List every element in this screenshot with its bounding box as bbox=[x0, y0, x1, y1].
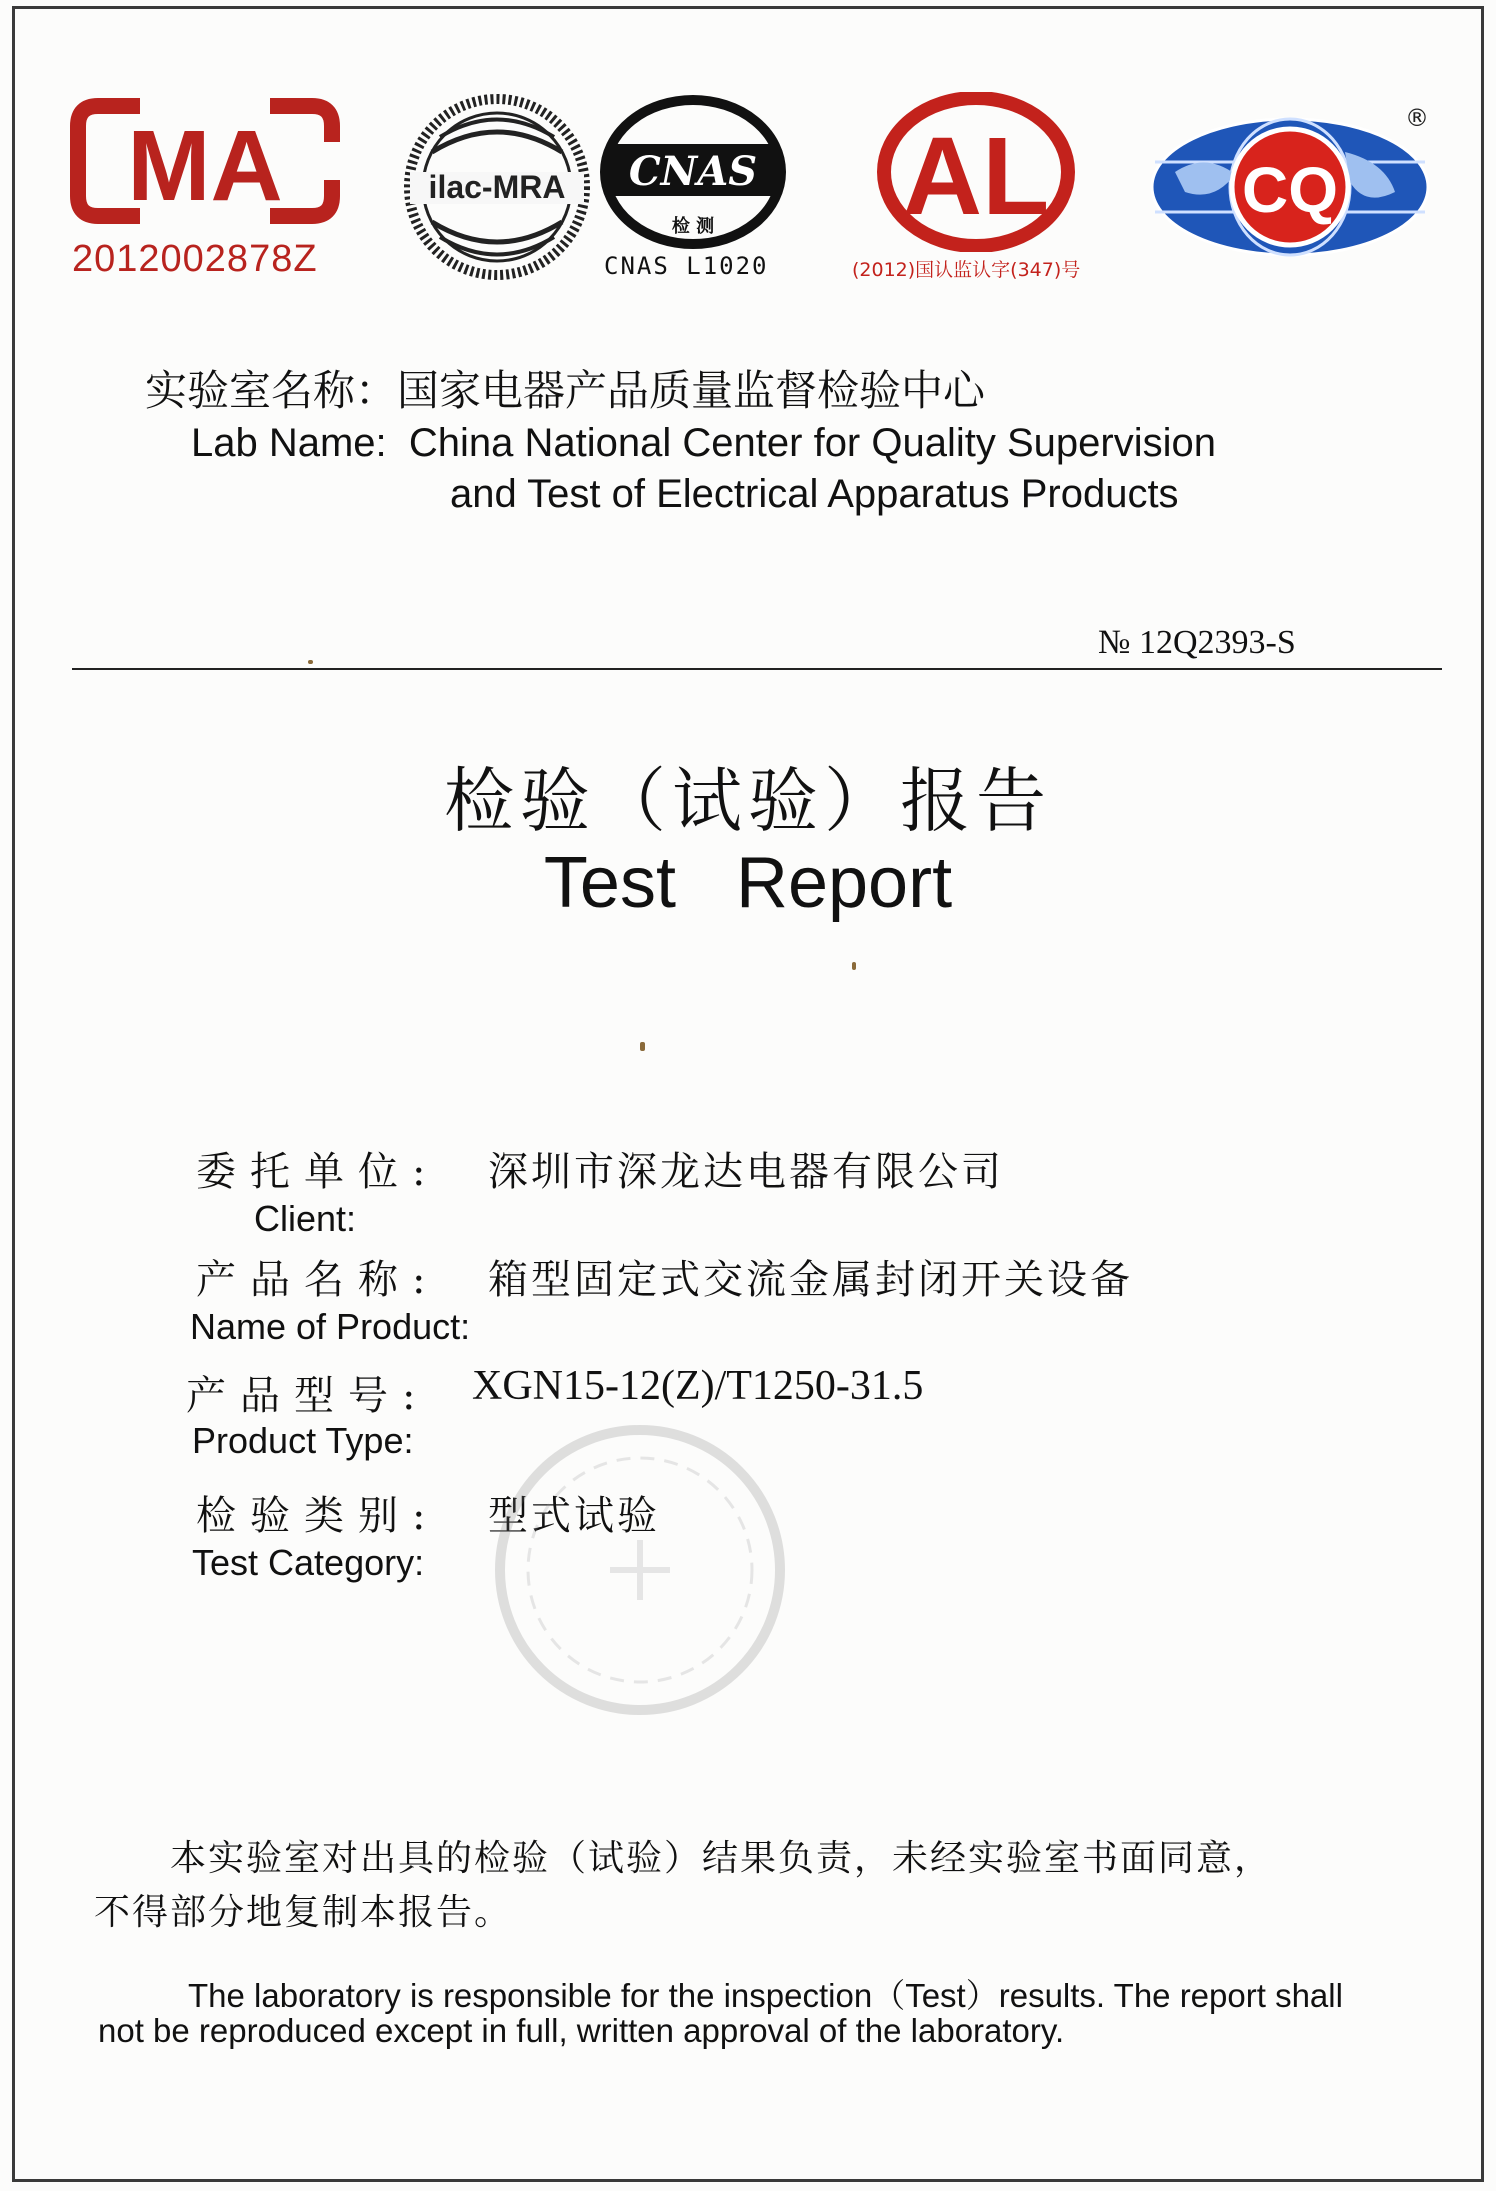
product-type-value: XGN15-12(Z)/T1250-31.5 bbox=[472, 1363, 924, 1409]
test-category-label-cn: 检验类别: bbox=[196, 1493, 440, 1539]
cnas-subtitle: 检 测 bbox=[671, 216, 715, 237]
product-type-label-en: Product Type: bbox=[192, 1420, 414, 1461]
client-label-cn: 委托单位: bbox=[196, 1149, 440, 1195]
client-value: 深圳市深龙达电器有限公司 bbox=[488, 1149, 1004, 1195]
cq-wordmark: CQ bbox=[1242, 154, 1338, 226]
lab-name-en-line2: and Test of Electrical Apparatus Products bbox=[450, 472, 1179, 516]
cnas-wordmark: CNAS bbox=[628, 148, 758, 195]
test-category-label-en: Test Category: bbox=[192, 1542, 425, 1583]
al-logo bbox=[876, 92, 1076, 252]
lab-name-cn bbox=[145, 358, 985, 418]
speck bbox=[308, 660, 313, 664]
cnas-logo bbox=[598, 92, 788, 252]
cq-globe-logo bbox=[1145, 112, 1435, 262]
ilac-mra-logo bbox=[402, 92, 592, 282]
test-category-value: 型式试验 bbox=[488, 1493, 660, 1539]
product-type-label-cn: 产品型号: bbox=[186, 1373, 430, 1419]
title-en: Test Report bbox=[543, 843, 953, 923]
al-wordmark: AL bbox=[902, 115, 1050, 238]
lab-label-cn: 实验室名称： bbox=[145, 366, 398, 415]
cma-number: 2012002878Z bbox=[72, 238, 318, 280]
notice-cn-line2: 不得部分地复制本报告。 bbox=[94, 1892, 513, 1933]
client-label-en: Client: bbox=[254, 1198, 357, 1239]
lab-name-en-line1 bbox=[191, 421, 1216, 466]
notice-en-line2: not be reproduced except in full, written approval of the laboratory. bbox=[98, 2012, 1065, 2049]
speck bbox=[852, 962, 856, 970]
ilac-label: ilac-MRA bbox=[428, 169, 566, 205]
lab-value-cn: 国家电器产品质量监督检验中心 bbox=[397, 366, 986, 415]
title-cn: 检验（试验）报告 bbox=[444, 760, 1052, 842]
report-number: № 12Q2393-S bbox=[1098, 624, 1296, 661]
cnas-number: CNAS L1020 bbox=[604, 252, 769, 280]
faint-seal-stamp bbox=[490, 1420, 790, 1724]
product-name-label-en: Name of Product: bbox=[190, 1306, 471, 1347]
svg-text:MA: MA bbox=[127, 110, 283, 222]
cma-logo bbox=[70, 92, 340, 232]
al-number: (2012)国认监认字(347)号 bbox=[852, 259, 1081, 281]
product-name-value: 箱型固定式交流金属封闭开关设备 bbox=[488, 1257, 1133, 1303]
notice-cn-line1: 本实验室对出具的检验（试验）结果负责，未经实验室书面同意， bbox=[170, 1838, 1273, 1879]
registered-mark: ® bbox=[1405, 104, 1429, 132]
header-divider bbox=[72, 668, 1442, 670]
lab-value-en-1: China National Center for Quality Supervision bbox=[408, 421, 1216, 465]
notice-en-line1: The laboratory is responsible for the inspection（Test）results. The report shall bbox=[188, 1977, 1343, 2014]
lab-label-en: Lab Name: bbox=[191, 421, 387, 465]
product-name-label-cn: 产品名称: bbox=[196, 1257, 440, 1303]
speck bbox=[640, 1042, 645, 1051]
